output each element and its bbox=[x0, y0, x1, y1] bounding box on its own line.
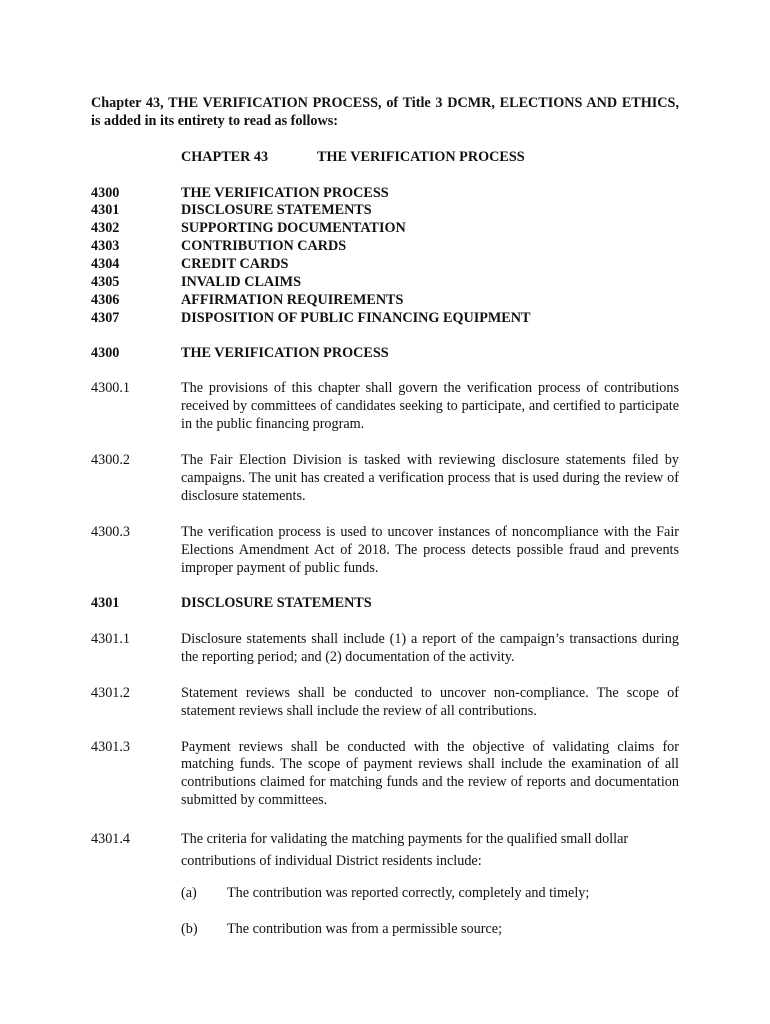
table-of-contents bbox=[91, 185, 679, 328]
paragraph-4301-1 bbox=[91, 631, 679, 667]
paragraph-text: The verification process is used to uncover instances of noncompliance with the Fair Elections Amendment Act of 2018. The process detects possible fraud and prevents improper payment of public funds. bbox=[181, 523, 679, 576]
list-item bbox=[181, 884, 679, 902]
toc-row bbox=[91, 220, 679, 238]
paragraph-4301-2 bbox=[91, 685, 679, 721]
paragraph-4300-3 bbox=[91, 524, 679, 578]
paragraph-number: 4300.1 bbox=[91, 380, 131, 397]
toc-row bbox=[91, 238, 679, 256]
section-title: THE VERIFICATION PROCESS bbox=[181, 344, 389, 361]
list-item bbox=[181, 920, 679, 938]
toc-title: CONTRIBUTION CARDS bbox=[181, 238, 347, 255]
toc-title: DISPOSITION OF PUBLIC FINANCING EQUIPMENT bbox=[181, 309, 531, 326]
chapter-heading bbox=[181, 149, 679, 167]
toc-number: 4300 bbox=[91, 184, 120, 201]
section-number: 4301 bbox=[91, 595, 120, 612]
toc-title: AFFIRMATION REQUIREMENTS bbox=[181, 291, 404, 308]
item-text: The contribution was reported correctly, completely and timely; bbox=[227, 885, 590, 902]
section-title: DISCLOSURE STATEMENTS bbox=[181, 595, 372, 612]
toc-number: 4302 bbox=[91, 220, 120, 237]
toc-title: THE VERIFICATION PROCESS bbox=[181, 184, 389, 201]
toc-row bbox=[91, 274, 679, 292]
paragraph-number: 4300.2 bbox=[91, 451, 131, 468]
paragraph-number: 4301.4 bbox=[91, 831, 131, 848]
paragraph-number: 4301.3 bbox=[91, 738, 131, 755]
paragraph-text: Disclosure statements shall include (1) a report of the campaign’s transactions during the reporting period; and (2) documentation of the activity. bbox=[181, 630, 679, 665]
toc-number: 4305 bbox=[91, 274, 120, 291]
toc-number: 4307 bbox=[91, 309, 120, 326]
section-heading-4301 bbox=[91, 595, 679, 613]
toc-row bbox=[91, 202, 679, 220]
chapter-number: CHAPTER 43 bbox=[181, 149, 269, 165]
toc-title: DISCLOSURE STATEMENTS bbox=[181, 202, 372, 219]
item-letter: (b) bbox=[181, 921, 198, 938]
chapter-title: THE VERIFICATION PROCESS bbox=[317, 149, 525, 165]
paragraph-4301-4 bbox=[91, 828, 679, 872]
toc-title: INVALID CLAIMS bbox=[181, 274, 301, 291]
paragraph-text: Payment reviews shall be conducted with the objective of validating claims for matching funds. The scope of payment reviews shall include the examination of all contributions claimed for matching funds and the review of reports and documentation submitted by committees. bbox=[181, 738, 679, 809]
paragraph-text: The Fair Election Division is tasked with reviewing disclosure statements filed by campaigns. The unit has created a verification process that is used during the review of disclosure statements. bbox=[181, 451, 679, 504]
toc-row bbox=[91, 310, 679, 328]
paragraph-4301-3 bbox=[91, 739, 679, 811]
paragraph-4300-2 bbox=[91, 452, 679, 506]
criteria-list bbox=[181, 884, 679, 938]
toc-number: 4301 bbox=[91, 202, 120, 219]
paragraph-number: 4301.2 bbox=[91, 684, 131, 701]
paragraph-4300-1 bbox=[91, 380, 679, 434]
document-page bbox=[91, 95, 679, 956]
paragraph-text: The criteria for validating the matching payments for the qualified small dollar contributions of individual District residents include: bbox=[181, 831, 629, 870]
section-number: 4300 bbox=[91, 344, 120, 361]
section-heading-4300 bbox=[91, 345, 679, 363]
toc-title: CREDIT CARDS bbox=[181, 256, 289, 273]
paragraph-number: 4300.3 bbox=[91, 523, 131, 540]
paragraph-text: The provisions of this chapter shall govern the verification process of contributions received by committees of candidates seeking to participate, and certified to participate in the public financing program. bbox=[181, 380, 679, 433]
toc-row bbox=[91, 256, 679, 274]
toc-title: SUPPORTING DOCUMENTATION bbox=[181, 220, 406, 237]
item-letter: (a) bbox=[181, 885, 197, 902]
paragraph-text: Statement reviews shall be conducted to uncover non-compliance. The scope of statement reviews shall include the review of all contributions. bbox=[181, 684, 679, 719]
toc-number: 4303 bbox=[91, 238, 120, 255]
toc-row bbox=[91, 185, 679, 203]
toc-row bbox=[91, 292, 679, 310]
toc-number: 4304 bbox=[91, 256, 120, 273]
intro-paragraph: Chapter 43, THE VERIFICATION PROCESS, of Title 3 DCMR, ELECTIONS AND ETHICS, is added in its entirety to read as follows: bbox=[91, 95, 679, 129]
item-text: The contribution was from a permissible source; bbox=[227, 921, 503, 938]
toc-number: 4306 bbox=[91, 291, 120, 308]
paragraph-number: 4301.1 bbox=[91, 630, 131, 647]
